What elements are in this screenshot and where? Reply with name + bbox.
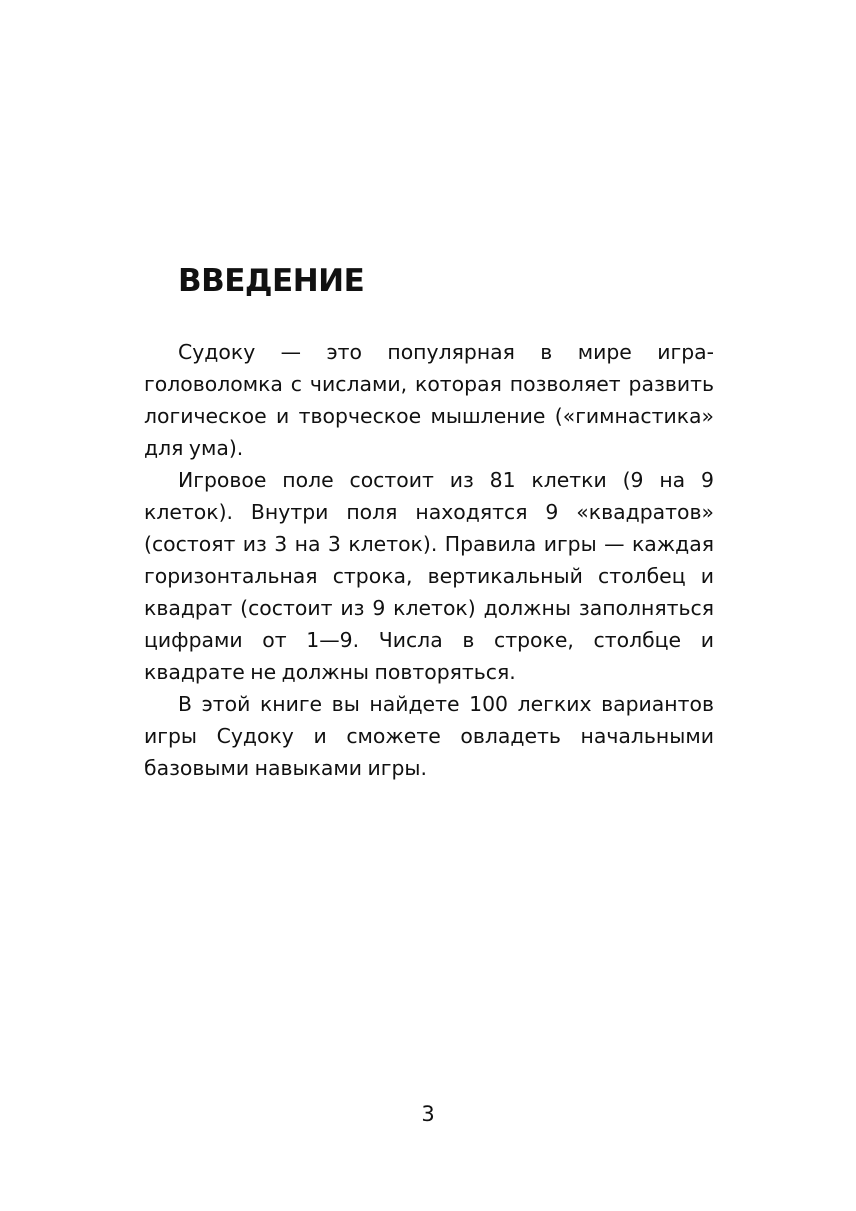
paragraph-rules: Игровое поле состоит из 81 клетки (9 на 9 клеток). Внутри поля находятся 9 «квадратов» (состоят из 3 на 3 клеток). Правила игры — каждая горизонтальная строка, вертикальный столбец и квадрат (состоит из 9 клеток) должны заполняться цифрами от 1—9. Числа в строке, столбце и квадрате не должны повторяться. bbox=[144, 468, 714, 684]
chapter-heading: ВВЕДЕНИЕ bbox=[178, 263, 365, 299]
paragraph-intro: Судоку — это популярная в мире игра-головоломка с числами, которая позволяет развить логическое и творческое мышление («гимнастика» для ума). bbox=[144, 340, 714, 460]
page-number: 3 bbox=[421, 1102, 435, 1126]
chapter-body bbox=[144, 336, 714, 784]
paragraph-book-contents: В этой книге вы найдете 100 легких вариантов игры Судоку и сможете овладеть начальными базовыми навыками игры. bbox=[144, 692, 714, 780]
